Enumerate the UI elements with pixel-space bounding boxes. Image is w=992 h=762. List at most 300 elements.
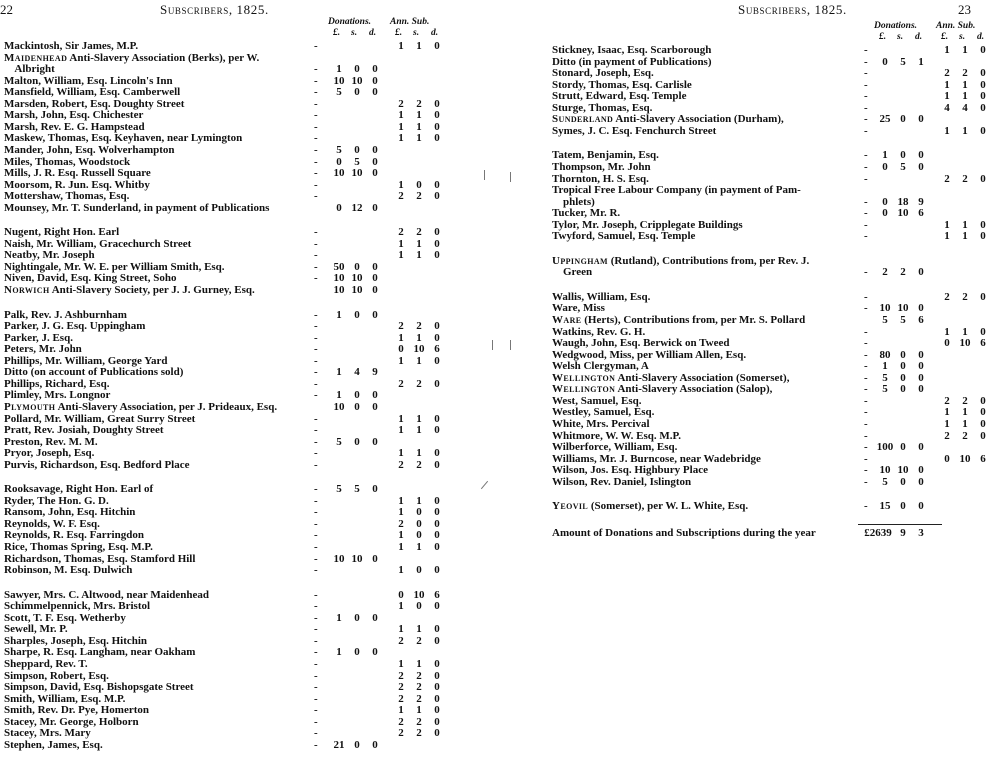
leader-dash: - [864, 67, 868, 80]
subscription-amount: 0 [434, 320, 440, 333]
place-name: Maidenhead [4, 51, 68, 64]
entry-text: Miles, Thomas, Woodstock [4, 155, 131, 168]
subscriber-name [552, 360, 649, 372]
entry-text: Sawyer, Mrs. C. Altwood, near Maidenhead [4, 588, 210, 601]
subscriber-row [0, 378, 470, 390]
donation-amount: 0 [918, 266, 924, 279]
place-name: Yeovil [552, 500, 589, 513]
leader-dash: - [864, 207, 868, 220]
donation-amount: 5 [900, 55, 906, 68]
subscription-amount: 1 [416, 412, 422, 425]
donation-amount: 1 [336, 646, 342, 659]
donation-amount: 50 [333, 260, 345, 273]
subscription-amount: 0 [434, 506, 440, 519]
subscription-amount: 0 [434, 109, 440, 122]
subscription-amount: 2 [962, 290, 968, 303]
subscriber-row [0, 623, 470, 635]
subscriber-name [552, 372, 789, 384]
leader-dash: - [314, 483, 318, 496]
donation-amount: 0 [372, 400, 378, 413]
subscriber-row [0, 716, 470, 728]
entry-text: Wedgwood, Miss, per William Allen, Esq. [552, 348, 747, 361]
subscription-amount: 10 [413, 343, 425, 356]
subscription-amount: 0 [416, 178, 422, 191]
donation-amount: 0 [372, 284, 378, 296]
place-name: Sunderland [552, 113, 614, 126]
donation-amount: 0 [900, 360, 906, 373]
column-heading: Ann. Sub. [390, 17, 430, 27]
subscription-amount: 0 [980, 417, 986, 430]
subscriber-row [0, 86, 470, 98]
donation-amount: 10 [333, 400, 345, 413]
subscriber-row [0, 332, 470, 344]
donation-amount: 80 [879, 348, 891, 361]
subscriber-row [0, 564, 470, 576]
entry-text: Thompson, Mr. John [552, 160, 651, 173]
leader-dash: - [314, 109, 318, 122]
donation-amount: 10 [897, 207, 909, 220]
subscriber-name [552, 230, 695, 242]
subscriber-row [0, 413, 470, 425]
subscriber-name [552, 113, 784, 125]
donation-amount: 21 [333, 738, 345, 751]
donation-amount: 0 [882, 195, 888, 208]
leader-dash: - [314, 623, 318, 636]
leader-dash: - [314, 552, 318, 565]
subscriber-name [4, 40, 138, 52]
leader-dash: - [314, 132, 318, 145]
entry-text: Wilson, Jos. Esq. Highbury Place [552, 464, 708, 477]
subscription-amount: 1 [398, 424, 404, 437]
donation-amount: 0 [372, 646, 378, 659]
subscription-amount: 6 [980, 337, 986, 350]
donation-amount: 0 [336, 201, 342, 214]
entry-text: Smith, William, Esq. M.P. [4, 692, 126, 705]
subscriber-name [4, 589, 209, 601]
subscription-amount: 0 [434, 40, 440, 52]
subscription-amount: 1 [416, 354, 422, 367]
subscriber-row [0, 693, 470, 705]
subscriber-row [0, 309, 470, 321]
subscriber-row [0, 249, 470, 261]
place-name: Ware [552, 314, 582, 326]
donation-amount: 0 [900, 500, 906, 513]
donation-amount: 5 [900, 160, 906, 173]
subscription-amount: 1 [944, 230, 950, 243]
place-name: Wellington [552, 371, 616, 384]
place-name: Uppingham [552, 254, 608, 267]
column-heading: Ann. Sub. [936, 21, 976, 31]
leader-dash: - [314, 343, 318, 356]
subscriber-row [0, 646, 470, 658]
subscriber-row [0, 366, 470, 378]
subscriber-name [552, 441, 677, 453]
donation-amount: 0 [900, 113, 906, 126]
subscription-amount: 0 [434, 190, 440, 203]
donation-amount: 0 [354, 260, 360, 273]
subscription-amount: 2 [416, 458, 422, 471]
subscription-amount: 1 [398, 120, 404, 133]
subscriber-row [0, 589, 470, 601]
subscriber-name [552, 527, 816, 539]
subscription-amount: 1 [398, 178, 404, 191]
subscriber-row [548, 78, 986, 91]
subscription-amount: 1 [962, 124, 968, 137]
entry-text: Phillips, Mr. William, George Yard [4, 354, 168, 367]
subscription-amount: 1 [962, 325, 968, 338]
subscriber-name [4, 144, 175, 156]
subscription-amount: 1 [398, 529, 404, 542]
subscriber-row [0, 483, 470, 495]
subscription-amount: 2 [416, 320, 422, 333]
running-head: Subscribers, 1825. [738, 2, 847, 17]
subscription-amount: 1 [398, 412, 404, 425]
subscriber-row [548, 476, 980, 488]
leader-dash: - [314, 226, 318, 239]
entry-text: Mansfield, William, Esq. Camberwell [4, 86, 181, 99]
subscriber-name [4, 202, 269, 214]
subscription-amount: 0 [416, 506, 422, 519]
subscription-amount: 1 [398, 249, 404, 262]
column-header [0, 17, 470, 41]
subscriber-row [0, 739, 470, 751]
entry-text: Anti-Slavery Association (Durham), [613, 113, 784, 126]
unit-heading: s. [351, 28, 358, 38]
place-name: Wellington [552, 383, 616, 396]
entry-text: Moorsom, R. Jun. Esq. Whitby [4, 178, 150, 191]
subscription-amount: 2 [944, 394, 950, 407]
subscriber-row [548, 406, 986, 419]
subscription-amount: 1 [962, 218, 968, 231]
subscription-amount: 1 [398, 132, 404, 145]
subscription-amount: 0 [434, 517, 440, 530]
subscription-amount: 0 [434, 657, 440, 670]
subscription-amount: 1 [416, 447, 422, 460]
column-header [548, 21, 985, 45]
donation-amount: 10 [351, 272, 363, 285]
subscriber-row [0, 506, 470, 518]
leader-dash: - [864, 55, 868, 68]
subscriber-row [548, 266, 980, 278]
subscriber-name [4, 284, 255, 296]
donation-amount: 9 [372, 366, 378, 379]
subscriber-name [4, 332, 73, 344]
donation-amount: 0 [354, 435, 360, 448]
subscription-amount: 2 [398, 97, 404, 110]
subscriber-name [4, 646, 195, 658]
subscriber-name [4, 541, 153, 553]
donation-amount: 0 [372, 167, 378, 180]
subscription-amount: 0 [980, 67, 986, 80]
leader-dash: - [864, 290, 868, 303]
subscription-amount: 1 [416, 623, 422, 636]
subscription-amount: 0 [980, 90, 986, 103]
subscriber-name [552, 56, 712, 68]
subscriber-name [4, 261, 225, 273]
subscription-amount: 0 [980, 290, 986, 303]
donation-amount: 0 [900, 383, 906, 396]
donation-amount: 0 [918, 383, 924, 396]
donation-amount: 0 [354, 389, 360, 402]
donation-amount: 0 [918, 371, 924, 384]
subscriber-row [0, 681, 470, 693]
entry-text: Parker, J. Esq. [4, 331, 73, 344]
subscription-amount: 1 [962, 44, 968, 56]
subscription-amount: 0 [434, 669, 440, 682]
subscriber-name [4, 553, 195, 565]
subscription-amount: 0 [980, 394, 986, 407]
subscription-amount: 1 [398, 506, 404, 519]
donation-amount: 1 [336, 611, 342, 624]
entry-text: Phillips, Richard, Esq. [4, 377, 110, 390]
subscriber-row [0, 704, 470, 716]
leader-dash: - [864, 464, 868, 477]
donation-amount: 0 [918, 302, 924, 315]
leader-dash: - [314, 738, 318, 751]
entry-text: Scott, T. F. Esq. Wetherby [4, 611, 126, 624]
leader-dash: - [314, 40, 318, 52]
subscriber-name [4, 238, 191, 250]
subscriber-name [4, 518, 100, 530]
donation-amount: 0 [372, 74, 378, 87]
entry-text: Pratt, Rev. Josiah, Doughty Street [4, 424, 164, 437]
subscription-amount: 0 [434, 178, 440, 191]
subscriber-name [4, 355, 167, 367]
subscription-amount: 2 [398, 727, 404, 740]
entry-text: Reynolds, R. Esq. Farringdon [4, 529, 144, 542]
entry-text: White, Mrs. Percival [552, 417, 650, 430]
entry-text: Smith, Rev. Dr. Pye, Homerton [4, 704, 150, 717]
donation-amount: 0 [354, 400, 360, 413]
subscriber-row [0, 156, 470, 168]
subscriber-row [0, 121, 470, 133]
subscriber-row [0, 63, 470, 75]
subscriber-name [4, 378, 109, 390]
subscriber-name [4, 529, 144, 541]
subscription-amount: 0 [980, 124, 986, 137]
donation-amount: 0 [372, 260, 378, 273]
entry-text: Stephen, James, Esq. [4, 738, 103, 751]
subscription-amount: 2 [398, 226, 404, 239]
subscription-amount: 0 [434, 97, 440, 110]
leader-dash: - [864, 337, 868, 350]
subscription-amount: 6 [434, 343, 440, 356]
unit-heading: s. [897, 32, 904, 42]
subscription-amount: 1 [398, 564, 404, 577]
subscriber-name [4, 658, 88, 670]
leader-dash: - [314, 272, 318, 285]
subscriber-name [552, 430, 681, 442]
subscriber-name [552, 102, 652, 114]
entry-text: Simpson, Robert, Esq. [4, 669, 109, 682]
subscription-amount: 1 [416, 249, 422, 262]
subscriber-row [0, 658, 470, 670]
subscriber-row [0, 401, 470, 413]
subscriber-name [552, 196, 595, 208]
subscriber-name [4, 320, 145, 332]
entry-text: (Somerset), per W. L. White, Esq. [588, 500, 749, 513]
subscriber-row [0, 600, 470, 612]
subscription-amount: 0 [434, 132, 440, 145]
entry-text: Thornton, H. S. Esq. [552, 172, 649, 185]
subscriber-row [0, 436, 470, 448]
subscription-amount: 2 [416, 226, 422, 239]
subscriber-row [548, 255, 980, 267]
entry-text: Anti-Slavery Association (Somerset), [615, 371, 790, 384]
subscription-amount: 1 [944, 325, 950, 338]
entry-text: Tylor, Mr. Joseph, Cripplegate Buildings [552, 218, 743, 231]
subscription-amount: 0 [434, 600, 440, 613]
leader-dash: - [314, 458, 318, 471]
entry-text: Ditto (on account of Publications sold) [4, 366, 184, 379]
entry-text: Sheppard, Rev. T. [4, 657, 88, 670]
leader-dash: - [314, 249, 318, 262]
subscriber-row [548, 441, 980, 453]
subscriber-name [4, 249, 95, 261]
donation-amount: 10 [351, 74, 363, 87]
subscription-amount: 1 [962, 417, 968, 430]
entry-text: Rooksavage, Right Hon. Earl of [4, 483, 154, 496]
subscription-amount: 1 [944, 218, 950, 231]
entry-text: Sharples, Joseph, Esq. Hitchin [4, 634, 148, 647]
subscriber-row [548, 429, 986, 442]
leader-dash: - [314, 320, 318, 333]
subscriber-name [4, 693, 125, 705]
subscriber-name [4, 506, 135, 518]
subscription-amount: 1 [416, 132, 422, 145]
subscriber-row [548, 44, 986, 56]
subscription-amount: 2 [944, 290, 950, 303]
subscription-amount: 0 [980, 406, 986, 419]
subscriber-row [0, 52, 470, 64]
subscription-amount: 0 [434, 634, 440, 647]
donation-amount: £2639 [864, 526, 892, 539]
leader-dash: - [864, 195, 868, 208]
subscriber-name [552, 500, 748, 512]
subscription-amount: 2 [944, 429, 950, 442]
unit-heading: s. [959, 32, 966, 42]
subscriber-name [4, 564, 132, 576]
entry-text: Amount of Donations and Subscriptions during the year [552, 526, 816, 539]
entry-text: Mounsey, Mr. T. Sunderland, in payment of Publications [4, 201, 270, 214]
subscription-amount: 1 [398, 447, 404, 460]
leader-dash: - [314, 435, 318, 448]
leader-dash: - [864, 325, 868, 338]
donation-amount: 10 [879, 302, 891, 315]
donation-amount: 0 [918, 500, 924, 513]
subscription-amount: 1 [398, 40, 404, 52]
unit-heading: £. [879, 32, 887, 42]
donation-amount: 0 [900, 149, 906, 162]
subscription-amount: 1 [944, 417, 950, 430]
unit-heading: d. [369, 28, 377, 38]
subscriber-name [4, 716, 139, 728]
subscription-amount: 2 [416, 692, 422, 705]
leader-dash: - [314, 86, 318, 99]
entry-text: Stordy, Thomas, Esq. Carlisle [552, 78, 692, 91]
entry-text: Anti-Slavery Society, per J. J. Gurney, Esq. [49, 284, 255, 296]
subscriber-name [552, 149, 659, 161]
subscription-amount: 2 [416, 727, 422, 740]
leader-dash: - [314, 646, 318, 659]
subscription-amount: 0 [434, 704, 440, 717]
leader-dash: - [864, 44, 868, 56]
subscription-amount: 2 [962, 67, 968, 80]
donation-amount: 10 [897, 464, 909, 477]
subscription-amount: 0 [434, 727, 440, 740]
column-heading: Donations. [328, 17, 372, 27]
subscriber-row [548, 464, 980, 476]
subscriber-name [4, 343, 82, 355]
subscription-amount: 1 [398, 704, 404, 717]
unit-heading: d. [915, 32, 923, 42]
subscriber-row [0, 320, 470, 332]
entry-text: Tatem, Benjamin, Esq. [552, 149, 659, 162]
leader-dash: - [314, 120, 318, 133]
subscriber-name [4, 413, 195, 425]
left-page [0, 0, 470, 762]
entry-text: Maskew, Thomas, Esq. Keyhaven, near Lymington [4, 132, 243, 145]
entry-text: Mackintosh, Sir James, M.P. [4, 40, 139, 52]
entry-text: (Rutland), Contributions from, per Rev. J. [607, 254, 810, 267]
donation-amount: 5 [336, 435, 342, 448]
entry-text: Whitmore, W. W. Esq. M.P. [552, 429, 681, 442]
subscriber-row [548, 325, 986, 338]
donation-amount: 0 [372, 435, 378, 448]
subscription-amount: 1 [416, 541, 422, 553]
subscription-amount: 2 [416, 669, 422, 682]
subscription-amount: 0 [434, 494, 440, 507]
subscriber-row [548, 302, 980, 314]
subscription-amount: 0 [416, 600, 422, 613]
entry-text: Watkins, Rev. G. H. [552, 325, 646, 338]
donation-amount: 0 [882, 207, 888, 220]
subscriber-row [548, 124, 986, 137]
donation-amount: 0 [354, 308, 360, 321]
donation-amount: 0 [372, 389, 378, 402]
subscriber-name [552, 90, 686, 102]
unit-heading: d. [431, 28, 439, 38]
subscriber-name [4, 704, 149, 716]
donation-amount: 0 [372, 611, 378, 624]
subscriber-row [548, 56, 980, 68]
donation-amount: 9 [900, 526, 906, 539]
donation-amount: 1 [336, 63, 342, 76]
subscriber-row [548, 161, 980, 173]
donation-amount: 1 [918, 55, 924, 68]
subscription-amount: 0 [416, 529, 422, 542]
subscription-amount: 0 [980, 78, 986, 91]
donation-amount: 6 [918, 314, 924, 326]
subscriber-name [552, 255, 809, 267]
leader-dash: - [314, 588, 318, 601]
subscription-amount: 0 [434, 237, 440, 250]
subscriber-row [548, 196, 980, 208]
subscription-amount: 0 [434, 120, 440, 133]
subscriber-name [4, 366, 183, 378]
subscription-amount: 1 [398, 657, 404, 670]
entry-text: Tropical Free Labour Company (in payment of Pam- [552, 184, 801, 197]
subscription-amount: 2 [962, 394, 968, 407]
entry-text: Preston, Rev. M. M. [4, 435, 98, 448]
subscriber-row [0, 518, 470, 530]
leader-dash: - [864, 172, 868, 185]
subscription-amount: 0 [398, 588, 404, 601]
sum-rule [858, 524, 942, 525]
leader-dash: - [864, 417, 868, 430]
donation-amount: 0 [372, 201, 378, 214]
donation-amount: 0 [918, 160, 924, 173]
